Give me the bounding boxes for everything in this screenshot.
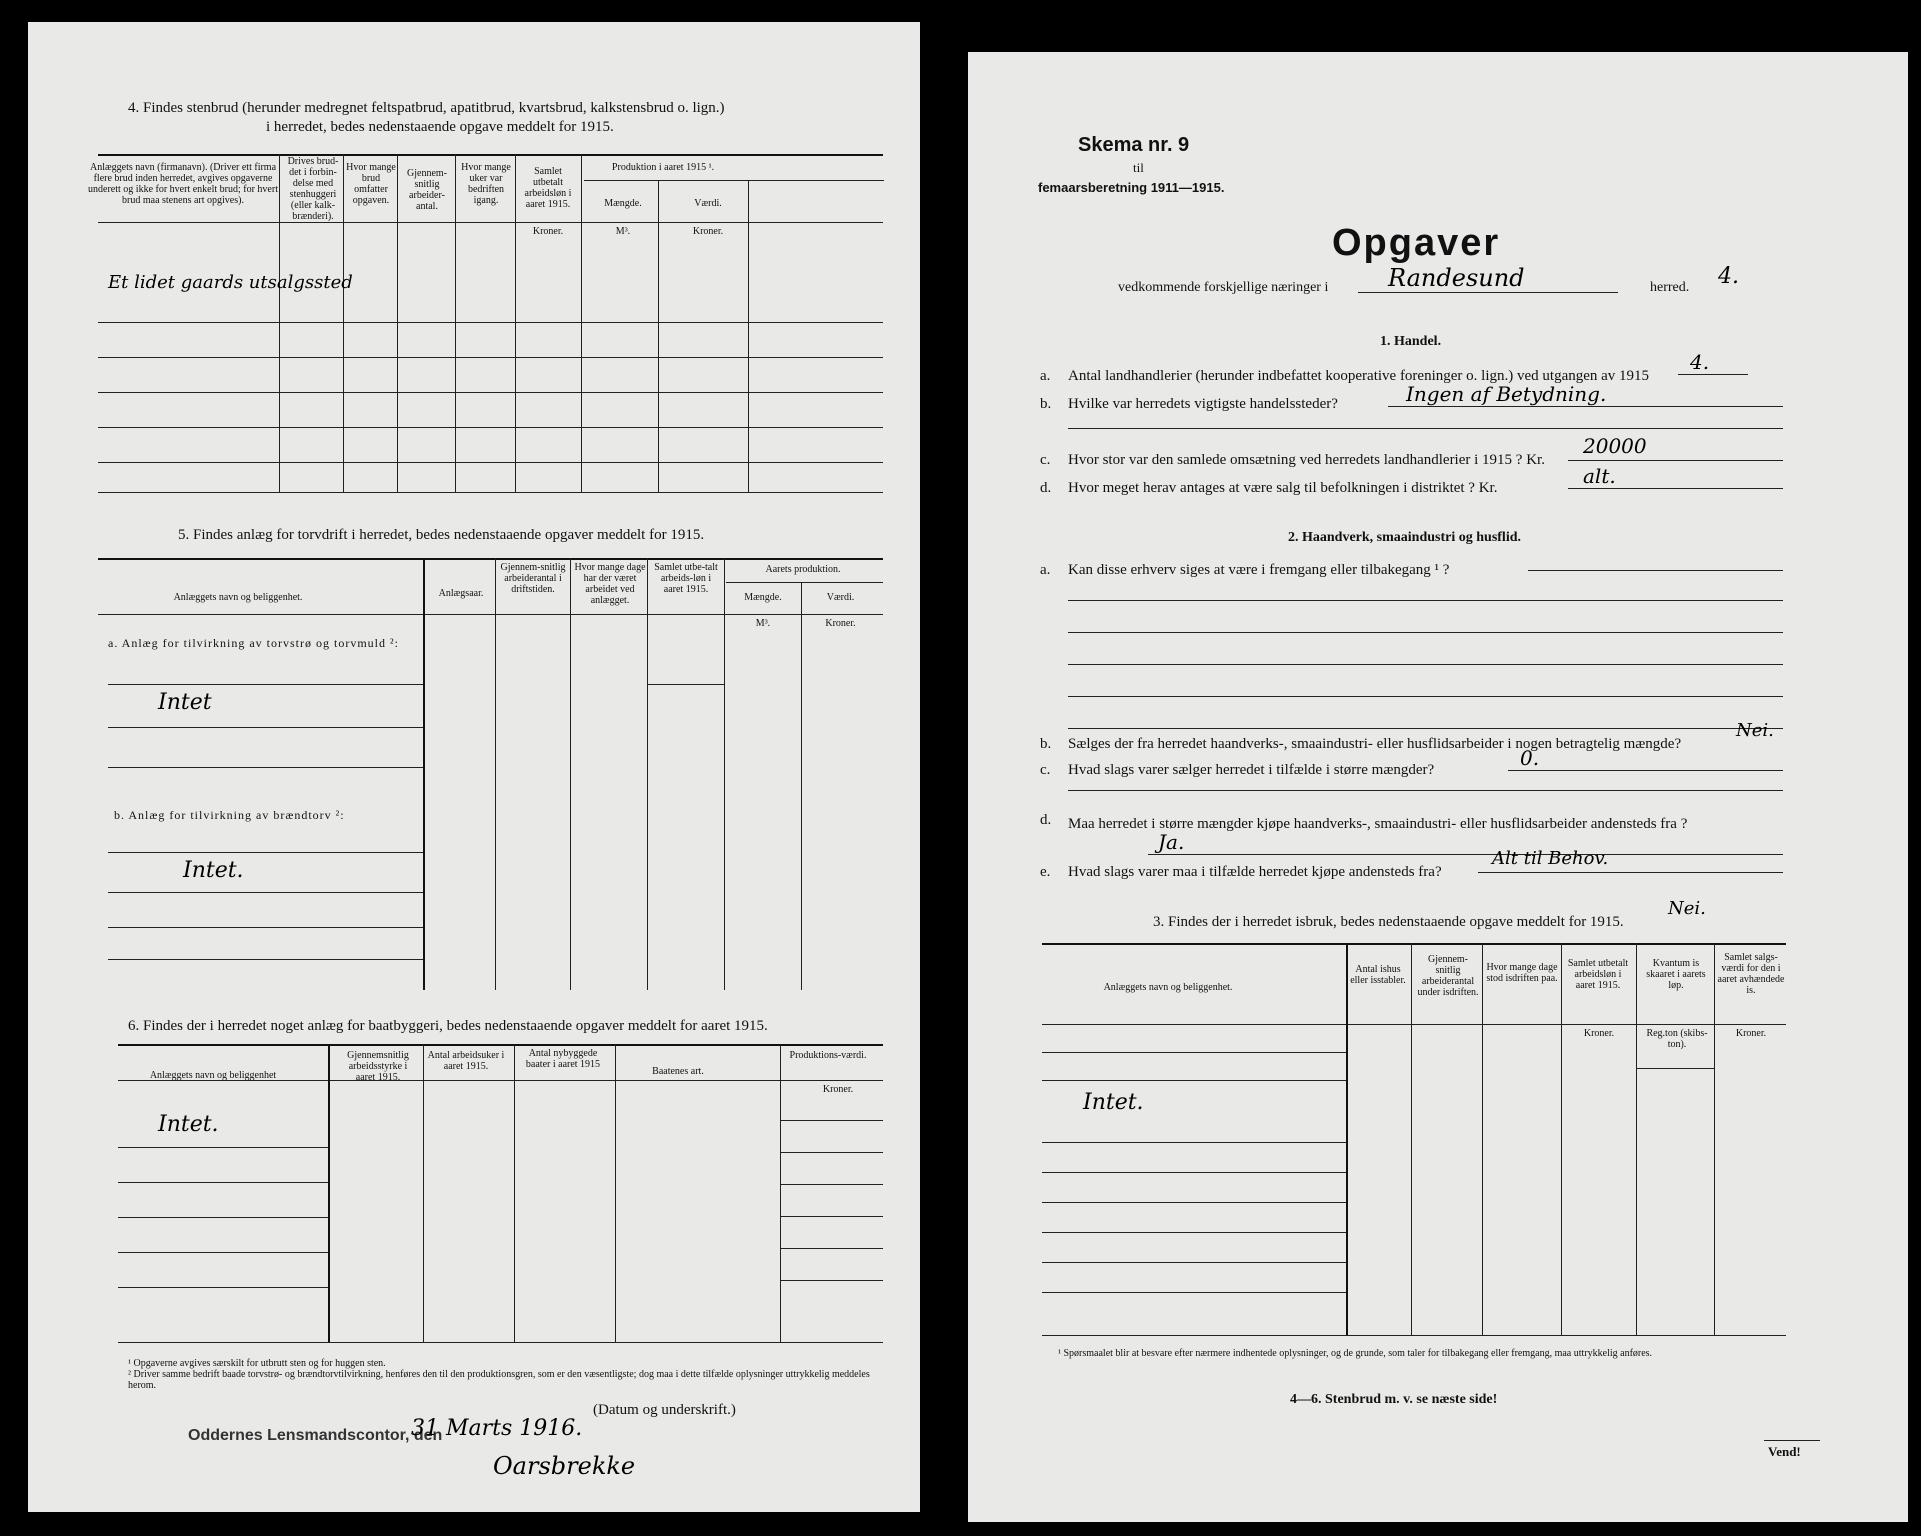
s6-h-antal: Antal arbeidsuker i aaret 1915. bbox=[427, 1050, 505, 1072]
next-page-note: 4—6. Stenbrud m. v. se næste side! bbox=[1290, 1392, 1498, 1407]
s4-unit-m3: M³. bbox=[615, 226, 631, 237]
s5-h-vaerdi: Værdi. bbox=[826, 592, 855, 603]
s4-h-uker: Hvor mange uker var bedriften igang. bbox=[461, 162, 511, 206]
h3-answer: Nei. bbox=[1668, 898, 1706, 919]
date-handwritten: 31 Marts 1916. bbox=[411, 1416, 583, 1441]
herred-label: herred. bbox=[1650, 280, 1690, 295]
s5-h-samlet: Samlet utbe-talt arbeids-løn i aaret 1915. bbox=[654, 562, 718, 595]
s6-unit-kroner: Kroner. bbox=[822, 1084, 854, 1095]
s4-entry: Et lidet gaards utsalgssted bbox=[108, 272, 353, 293]
datum-label: (Datum og underskrift.) bbox=[593, 1402, 736, 1418]
s6-entry: Intet. bbox=[158, 1112, 219, 1137]
q1b-label: b. bbox=[1040, 396, 1052, 412]
q2c-text: Hvad slags varer sælger herredet i tilfælde i større mængder? bbox=[1068, 762, 1435, 778]
s4-prod-rule bbox=[584, 180, 884, 181]
s3-h-gjennemsnitlig: Gjennem-snitlig arbeiderantal under isdriften. bbox=[1417, 954, 1479, 998]
q2a-label: a. bbox=[1040, 562, 1051, 578]
heading-isbruk: 3. Findes der i herredet isbruk, bedes nedenstaaende opgave meddelt for 1915. bbox=[1153, 914, 1624, 930]
s3-h-kvantum: Kvantum is skaaret i aarets løp. bbox=[1646, 958, 1706, 991]
section-4-line1: 4. Findes stenbrud (herunder medregnet feltspatbrud, apatitbrud, kvartsbrud, kalkstensbrud o. lign.) bbox=[128, 100, 725, 116]
q1c-label: c. bbox=[1040, 452, 1051, 468]
q1c-text: Hvor stor var den samlede omsætning ved herredets landhandlerier i 1915 ? Kr. bbox=[1068, 452, 1545, 468]
s5-unit-m3: M³. bbox=[755, 618, 771, 629]
s4-h-produktion: Produktion i aaret 1915 ¹. bbox=[611, 162, 715, 173]
s5-b-label: b. Anlæg for tilvirkning av brændtorv ²: bbox=[114, 808, 345, 822]
til-label: til bbox=[1133, 160, 1144, 175]
section-6-line: 6. Findes der i herredet noget anlæg for baatbyggeri, bedes nedenstaaende opgaver meddelt for aaret 1915. bbox=[128, 1018, 768, 1034]
s4-h-drives: Drives brud-det i forbin-delse med stenhuggeri (eller kalk-brænderi). bbox=[287, 156, 339, 222]
s6-h-produktionsvaerdi: Produktions-værdi. bbox=[789, 1050, 867, 1061]
heading-handel: 1. Handel. bbox=[1380, 334, 1442, 349]
q1b-text: Hvilke var herredets vigtigste handelssteder? bbox=[1068, 396, 1338, 412]
s4-unit-kroner2: Kroner. bbox=[692, 226, 724, 237]
s3-top-rule bbox=[1042, 943, 1786, 945]
s4-h-hvor-mange: Hvor mange brud omfatter opgaven. bbox=[346, 162, 396, 206]
q1d-text: Hvor meget herav antages at være salg til befolkningen i distriktet ? Kr. bbox=[1068, 480, 1498, 496]
s4-h-samlet: Samlet utbetalt arbeidsløn i aaret 1915. bbox=[524, 166, 572, 210]
signature: Oarsbrekke bbox=[493, 1452, 636, 1480]
s4-header-rule bbox=[98, 222, 883, 223]
s6-h-name: Anlæggets navn og beliggenhet bbox=[149, 1070, 277, 1081]
s4-h-vaerdi: Værdi. bbox=[694, 198, 722, 209]
s3-h-name: Anlæggets navn og beliggenhet. bbox=[1103, 982, 1233, 993]
q1b-answer: Ingen af Betydning. bbox=[1406, 382, 1607, 406]
s4-top-rule bbox=[98, 154, 883, 156]
q2b-label: b. bbox=[1040, 736, 1052, 752]
s6-h-art: Baatenes art. bbox=[652, 1066, 704, 1077]
s5-h-aar: Anlægsaar. bbox=[438, 588, 484, 599]
left-footnote-1: ¹ Opgaverne avgives særskilt for utbrutt sten og for huggen sten. bbox=[128, 1358, 386, 1369]
q1a-answer: 4. bbox=[1690, 350, 1710, 374]
q2b-answer: Nei. bbox=[1736, 720, 1774, 741]
q1a-text: Antal landhandlerier (herunder indbefattet kooperative foreninger o. lign.) ved utgangen av 1915 bbox=[1068, 368, 1650, 384]
s6-h-gjennemsnitlig: Gjennemsnitlig arbeidsstyrke i aaret 1915. bbox=[347, 1050, 409, 1083]
q2c-label: c. bbox=[1040, 762, 1051, 778]
q2a-text: Kan disse erhverv siges at være i fremgang eller tilbakegang ¹ ? bbox=[1068, 562, 1450, 578]
s4-h-name: Anlæggets navn (firmanavn). (Driver ett firma flere brud inden herredet, avgives opgaverne underett og ikke for hvert enkelt brud; for hvert brud maa stenens art opgives). bbox=[88, 162, 278, 206]
q1d-answer: alt. bbox=[1583, 464, 1616, 488]
s3-unit-kroner: Kroner. bbox=[1583, 1028, 1615, 1039]
s5-a-entry: Intet bbox=[158, 690, 212, 715]
herred-number: 4. bbox=[1718, 264, 1739, 289]
s5-h-produktion: Aarets produktion. bbox=[765, 564, 841, 575]
right-page bbox=[968, 52, 1908, 1522]
s4-h-gjennemsnitlig: Gjennem-snitlig arbeider-antal. bbox=[407, 168, 447, 212]
vedkommende-label: vedkommende forskjellige næringer i bbox=[1118, 280, 1329, 295]
s3-h-dage: Hvor mange dage stod isdriften paa. bbox=[1486, 962, 1558, 984]
herred-name: Randesund bbox=[1388, 264, 1525, 292]
lensmand-stamp: Oddernes Lensmandscontor, den bbox=[188, 1427, 443, 1444]
q2d-answer: Ja. bbox=[1158, 830, 1185, 854]
s6-top-rule bbox=[118, 1044, 883, 1046]
s3-h-antal: Antal ishus eller isstabler. bbox=[1350, 964, 1406, 986]
s5-top-rule bbox=[98, 558, 883, 560]
s5-h-dage: Hvor mange dage har der været arbeidet ved anlægget. bbox=[574, 562, 646, 606]
q2c-answer: 0. bbox=[1520, 746, 1540, 770]
femaars-label: femaarsberetning 1911—1915. bbox=[1038, 180, 1225, 195]
q2e-text: Hvad slags varer maa i tilfælde herredet kjøpe andensteds fra? bbox=[1068, 864, 1442, 880]
s5-b-entry: Intet. bbox=[183, 858, 244, 883]
q2e-answer: Alt til Behov. bbox=[1492, 848, 1609, 869]
s5-h-maengde: Mængde. bbox=[744, 592, 782, 603]
q1a-label: a. bbox=[1040, 368, 1051, 384]
vend-note: Vend! bbox=[1768, 1444, 1801, 1459]
s5-h-gjennemsnitlig: Gjennem-snitlig arbeiderantal i driftstiden. bbox=[500, 562, 566, 595]
s6-h-nybyggede: Antal nybyggede baater i aaret 1915 bbox=[525, 1048, 601, 1070]
s5-unit-kroner: Kroner. bbox=[825, 618, 856, 629]
skema-number: Skema nr. 9 bbox=[1078, 134, 1190, 156]
q2d-label: d. bbox=[1040, 812, 1052, 828]
q1c-answer: 20000 bbox=[1583, 434, 1647, 458]
q2e-label: e. bbox=[1040, 864, 1051, 880]
q1d-label: d. bbox=[1040, 480, 1052, 496]
s3-entry: Intet. bbox=[1083, 1090, 1144, 1115]
section-5-line: 5. Findes anlæg for torvdrift i herredet, bedes nedenstaaende opgaver meddelt for 1915. bbox=[178, 527, 705, 543]
document-title: Opgaver bbox=[1332, 222, 1501, 264]
q2b-text: Sælges der fra herredet haandverks-, smaaindustri- eller husflidsarbeider i nogen betragtelig mængde? bbox=[1068, 736, 1682, 752]
left-footnote-2: ² Driver samme bedrift baade torvstrø- og brændtorvtilvirkning, henføres den til den produktionsgren, som er den væsentligste; dog maa i dette tilfælde oplysninger uttrykkelig meddeles herom. bbox=[128, 1369, 870, 1391]
right-footnote: ¹ Spørsmaalet blir at besvare efter nærmere indhentede oplysninger, og de grunde, som taler for tilbakegang eller fremgang, maa uttrykkelig anføres. bbox=[1058, 1348, 1653, 1359]
section-4-line2: i herredet, bedes nedenstaaende opgave meddelt for 1915. bbox=[266, 119, 614, 135]
q2d-text: Maa herredet i større mængder kjøpe haandverks-, smaaindustri- eller husflidsarbeider andensteds fra ? bbox=[1068, 816, 1688, 832]
s3-unit-kroner2: Kroner. bbox=[1735, 1028, 1767, 1039]
heading-haandverk: 2. Haandverk, smaaindustri og husflid. bbox=[1288, 530, 1521, 545]
s3-h-samlet: Samlet utbetalt arbeidsløn i aaret 1915. bbox=[1567, 958, 1629, 991]
s3-h-salgsvaerdi: Samlet salgs-værdi for den i aaret avhændede is. bbox=[1717, 952, 1785, 996]
s5-a-label: a. Anlæg for tilvirkning av torvstrø og torvmuld ²: bbox=[108, 636, 399, 650]
s5-h-name: Anlæggets navn og beliggenhet. bbox=[173, 592, 303, 603]
s3-unit-regton: Reg.ton (skibs-ton). bbox=[1646, 1028, 1708, 1050]
left-page bbox=[28, 22, 920, 1512]
s4-h-maengde: Mængde. bbox=[604, 198, 642, 209]
s4-unit-kroner: Kroner. bbox=[532, 226, 564, 237]
